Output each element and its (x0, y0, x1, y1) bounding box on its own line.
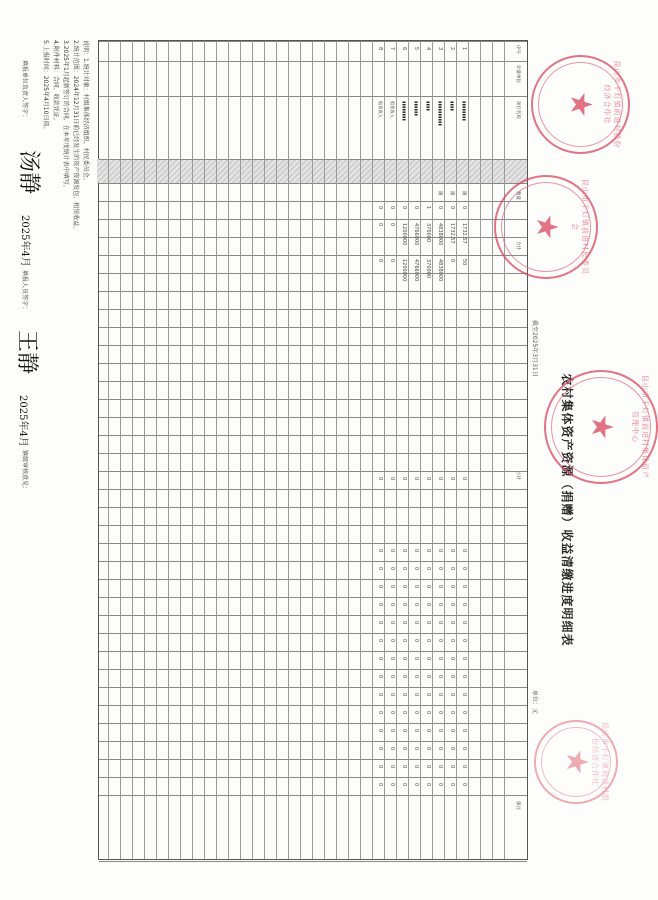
table-column-rule (99, 543, 527, 544)
row-cell-zero: 0 (401, 693, 407, 697)
row-cell-zero: 0 (449, 621, 455, 625)
row-cell-zero: 0 (389, 747, 395, 751)
row-cell-zero: 0 (449, 765, 455, 769)
row-seq: 5 (413, 47, 419, 51)
table-column-rule (99, 255, 527, 256)
table-column-rule (99, 61, 527, 62)
row-cell-zero: 0 (413, 549, 419, 553)
row-cell-zero: 0 (377, 549, 383, 553)
row-col4: 隆 (461, 191, 466, 196)
table-column-rule (99, 795, 527, 796)
row-cell-zero: 0 (401, 711, 407, 715)
row-cell-zero: 0 (461, 657, 467, 661)
row-cell-zero: 0 (377, 765, 383, 769)
row-col5: 0 (389, 206, 395, 210)
table-column-rule (99, 219, 527, 220)
note-line: 2.统计范围：2024年12月31日前已经发生的资产资源发包、租赁收益。 (72, 40, 79, 233)
row-cell-zero: 0 (389, 549, 395, 553)
note-line: 4.附件材料：合同、收款凭证。 (52, 40, 59, 124)
leader-sign-date: 2025年4月 (19, 215, 30, 267)
table-row-rule (216, 41, 217, 859)
row-cell-zero: 0 (413, 711, 419, 715)
row-cell-zero: 0 (413, 729, 419, 733)
row-cell-zero: 0 (425, 603, 431, 607)
table-row-rule (492, 41, 493, 859)
row-cell-zero: 0 (461, 603, 467, 607)
row-seq: 1 (461, 47, 467, 51)
row-total: 0 (449, 477, 455, 481)
table-column-rule (99, 273, 527, 274)
row-cell-zero: 0 (425, 675, 431, 679)
row-cell-zero: 0 (461, 711, 467, 715)
row-item-name: 租赁收入 (378, 101, 383, 119)
row-col6: 370000 (425, 223, 431, 243)
row-col5: 0 (413, 206, 419, 210)
row-total: 0 (413, 477, 419, 481)
leader-signature: 汤静 (16, 150, 41, 195)
row-seq: 3 (437, 47, 443, 51)
row-item-name: ▮▮▮▮▮▮ (414, 101, 419, 117)
row-cell-zero: 0 (425, 765, 431, 769)
row-cell-zero: 0 (401, 675, 407, 679)
table-row-rule (336, 41, 337, 859)
row-cell-zero: 0 (449, 567, 455, 571)
table-column-rule (99, 861, 527, 862)
row-cell-zero: 0 (389, 675, 395, 679)
row-cell-zero: 0 (377, 603, 383, 607)
row-total: 0 (461, 477, 467, 481)
row-cell-zero: 0 (449, 693, 455, 697)
row-cell-zero: 0 (413, 675, 419, 679)
row-item-name: ▮▮▮▮▮▮▮▮ (462, 101, 467, 122)
row-cell-zero: 0 (413, 765, 419, 769)
table-row-rule (300, 41, 301, 859)
header-seq: 序号 (515, 45, 520, 54)
table-row-rule (252, 41, 253, 859)
table-row-rule (384, 41, 385, 859)
table-row-rule (276, 41, 277, 859)
row-cell-zero: 0 (401, 783, 407, 787)
table-row-rule (132, 41, 133, 859)
row-seq: 2 (449, 47, 455, 51)
row-cell-zero: 0 (377, 783, 383, 787)
row-cell-zero: 0 (461, 765, 467, 769)
table-column-rule (99, 471, 527, 472)
row-cell-zero: 0 (413, 747, 419, 751)
row-cell-zero: 0 (377, 657, 383, 661)
row-cell-zero: 0 (389, 621, 395, 625)
row-cell-zero: 0 (425, 639, 431, 643)
row-cell-zero: 0 (389, 783, 395, 787)
row-col5: 0 (401, 206, 407, 210)
note-line: 5.上报时间：2025年4月10日前。 (42, 40, 49, 133)
table-column-rule (99, 687, 527, 688)
form-title: 农村集体资产资源（捐赠）收益清缴进度明细表 (560, 373, 574, 647)
table-row-rule (408, 41, 409, 859)
table-row-rule (360, 41, 361, 859)
row-cell-zero: 0 (461, 729, 467, 733)
table-column-rule (99, 669, 527, 670)
row-cell-zero: 0 (389, 711, 395, 715)
note-line: 3.2025年1月起新签订的合同，在本年度统计表中填写。 (62, 40, 69, 191)
reviewer-label: 镇级审核意见： (21, 450, 28, 493)
row-cell-zero: 0 (437, 783, 443, 787)
row-cell-zero: 0 (401, 549, 407, 553)
row-cell-zero: 0 (449, 549, 455, 553)
table-row-rule (504, 41, 505, 859)
table-row-rule (228, 41, 229, 859)
row-cell-zero: 0 (389, 693, 395, 697)
row-cell-zero: 0 (425, 693, 431, 697)
row-cell-zero: 0 (461, 549, 467, 553)
table-column-rule (99, 759, 527, 760)
row-cell-zero: 0 (425, 783, 431, 787)
row-cell-zero: 0 (389, 585, 395, 589)
row-seq: 4 (425, 47, 431, 51)
row-col6: 4766000 (413, 223, 419, 246)
row-cell-zero: 0 (389, 639, 395, 643)
row-col5: 0 (449, 206, 455, 210)
table-row-rule (420, 41, 421, 859)
row-cell-zero: 0 (377, 639, 383, 643)
table-column-rule (99, 633, 527, 634)
table-column-rule (99, 453, 527, 454)
row-item-name: ▮▮▮▮ (450, 101, 455, 112)
table-column-rule (99, 183, 527, 184)
table-column-rule (99, 615, 527, 616)
row-col7: 0 (389, 259, 395, 263)
filler-sign-label: 填报人员签字： (21, 270, 28, 313)
row-cell-zero: 0 (425, 657, 431, 661)
row-col4: 隆 (437, 191, 442, 196)
row-cell-zero: 0 (389, 765, 395, 769)
header-item: 项目名称 (515, 101, 520, 119)
table-column-rule (99, 561, 527, 562)
table-row-rule (372, 41, 373, 859)
filler-sign-date: 2025年4月 (17, 395, 28, 447)
row-seq: 8 (377, 47, 383, 51)
table-column-rule (99, 381, 527, 382)
row-col5: 0 (437, 206, 443, 210)
row-cell-zero: 0 (377, 747, 383, 751)
row-cell-zero: 0 (425, 549, 431, 553)
row-cell-zero: 0 (377, 585, 383, 589)
row-col7: 4838000 (437, 259, 443, 282)
row-col6: 1200000 (401, 223, 407, 246)
row-col7: 1200000 (401, 259, 407, 282)
table-column-rule (99, 41, 527, 42)
row-cell-zero: 0 (437, 639, 443, 643)
row-cell-zero: 0 (461, 783, 467, 787)
row-cell-zero: 0 (401, 765, 407, 769)
table-column-rule (99, 525, 527, 526)
table-row-rule (180, 41, 181, 859)
header-unit: 计量单位 (515, 65, 520, 83)
row-cell-zero: 0 (461, 693, 467, 697)
table-column-rule (99, 309, 527, 310)
leader-sign-label: 填报单位负责人签字： (21, 60, 28, 121)
row-cell-zero: 0 (461, 747, 467, 751)
row-cell-zero: 0 (389, 567, 395, 571)
official-seal: 昆山市千灯镇前进村民委员会 ★ (494, 175, 598, 279)
row-col7: 0 (377, 259, 383, 263)
row-col5: 0 (461, 206, 467, 210)
row-cell-zero: 0 (437, 729, 443, 733)
header-count: 数量 (515, 191, 520, 200)
row-cell-zero: 0 (401, 621, 407, 625)
row-cell-zero: 0 (413, 567, 419, 571)
table-column-rule (99, 327, 527, 328)
table-column-rule (99, 159, 527, 160)
row-col6: 0 (389, 223, 395, 227)
row-item-name: 租赁收入 (390, 101, 395, 119)
row-cell-zero: 0 (377, 675, 383, 679)
row-total: 0 (389, 477, 395, 481)
row-cell-zero: 0 (401, 747, 407, 751)
table-column-rule (99, 723, 527, 724)
table-row-rule (240, 41, 241, 859)
table-column-rule (99, 435, 527, 436)
row-col5: 0 (377, 206, 383, 210)
row-cell-zero: 0 (449, 639, 455, 643)
table-column-rule (99, 399, 527, 400)
row-cell-zero: 0 (437, 657, 443, 661)
row-cell-zero: 0 (413, 603, 419, 607)
row-cell-zero: 0 (425, 621, 431, 625)
row-cell-zero: 0 (401, 657, 407, 661)
notes-block (40, 40, 90, 860)
table-row-rule (444, 41, 445, 859)
row-cell-zero: 0 (437, 711, 443, 715)
row-cell-zero: 0 (425, 585, 431, 589)
note-line: 说明：1.统计对象：村级集体经济组织、村民委员会。 (82, 40, 89, 184)
row-cell-zero: 0 (437, 675, 443, 679)
row-cell-zero: 0 (449, 747, 455, 751)
table-row-rule (192, 41, 193, 859)
row-col5: 1 (425, 206, 431, 210)
row-cell-zero: 0 (401, 639, 407, 643)
unit-label: 单位：元 (531, 690, 538, 715)
row-cell-zero: 0 (437, 621, 443, 625)
row-cell-zero: 0 (449, 585, 455, 589)
row-cell-zero: 0 (425, 711, 431, 715)
table-row-rule (480, 41, 481, 859)
row-cell-zero: 0 (401, 729, 407, 733)
row-cell-zero: 0 (413, 783, 419, 787)
row-cell-zero: 0 (401, 603, 407, 607)
table-row-rule (264, 41, 265, 859)
table-column-rule (99, 705, 527, 706)
row-cell-zero: 0 (401, 585, 407, 589)
header-remark: 备注 (515, 801, 520, 810)
row-total: 0 (377, 477, 383, 481)
row-cell-zero: 0 (413, 621, 419, 625)
row-cell-zero: 0 (377, 621, 383, 625)
row-cell-zero: 0 (389, 729, 395, 733)
row-cell-zero: 0 (449, 675, 455, 679)
table-column-rule (99, 489, 527, 490)
row-cell-zero: 0 (449, 603, 455, 607)
table-column-rule (99, 291, 527, 292)
row-cell-zero: 0 (449, 729, 455, 733)
table-column-rule (99, 741, 527, 742)
row-col7: 370000 (425, 259, 431, 279)
row-col6: 1732.57 (449, 223, 455, 244)
table-row-rule (312, 41, 313, 859)
row-cell-zero: 0 (377, 711, 383, 715)
table-column-rule (99, 777, 527, 778)
row-cell-zero: 0 (449, 783, 455, 787)
row-cell-zero: 0 (413, 693, 419, 697)
row-cell-zero: 0 (425, 729, 431, 733)
table-column-rule (99, 651, 527, 652)
row-col6: 1732.57 (461, 223, 467, 244)
row-seq: 7 (389, 47, 395, 51)
table-row-rule (468, 41, 469, 859)
table-column-rule (99, 345, 527, 346)
table-row-rule (156, 41, 157, 859)
row-col7: 50 (461, 259, 467, 266)
row-cell-zero: 0 (437, 567, 443, 571)
row-cell-zero: 0 (461, 585, 467, 589)
table-column-rule (99, 417, 527, 418)
row-cell-zero: 0 (389, 603, 395, 607)
table-column-rule (99, 597, 527, 598)
row-cell-zero: 0 (461, 639, 467, 643)
table-row-rule (324, 41, 325, 859)
row-cell-zero: 0 (437, 585, 443, 589)
row-item-name: ▮▮▮▮▮▮▮▮ (402, 101, 407, 122)
row-cell-zero: 0 (377, 567, 383, 571)
row-cell-zero: 0 (437, 549, 443, 553)
row-cell-zero: 0 (413, 585, 419, 589)
table-column-rule (99, 96, 527, 97)
row-cell-zero: 0 (413, 657, 419, 661)
row-total: 0 (401, 477, 407, 481)
row-col7: 4766000 (413, 259, 419, 282)
official-seal: 昆山市千灯镇前进村股份经济合作社 ★ (534, 720, 618, 804)
row-cell-zero: 0 (461, 621, 467, 625)
row-cell-zero: 0 (377, 729, 383, 733)
table-row-rule (168, 41, 169, 859)
row-cell-zero: 0 (437, 693, 443, 697)
row-col6: 0 (377, 223, 383, 227)
table-row-rule (120, 41, 121, 859)
table-row-rule (288, 41, 289, 859)
row-cell-zero: 0 (437, 747, 443, 751)
table-row-rule (348, 41, 349, 859)
row-total: 0 (437, 477, 443, 481)
row-cell-zero: 0 (437, 765, 443, 769)
header-subtotal: 小计 (515, 471, 520, 480)
table-row-rule (204, 41, 205, 859)
row-cell-zero: 0 (461, 675, 467, 679)
row-cell-zero: 0 (449, 657, 455, 661)
table-column-rule (99, 363, 527, 364)
row-cell-zero: 0 (425, 747, 431, 751)
row-col4: 隆 (449, 191, 454, 196)
table-column-rule (99, 201, 527, 202)
table-row-rule (432, 41, 433, 859)
row-cell-zero: 0 (413, 639, 419, 643)
official-seal: 昆山市千灯镇前进村集体资产管理中心 ★ (544, 370, 658, 484)
table-row-rule (396, 41, 397, 859)
form-subtitle: 截至2025年3月31日 (531, 320, 538, 377)
filler-signature: 王静 (14, 330, 39, 375)
table-row-rule (144, 41, 145, 859)
row-item-name: ▮▮▮▮▮▮▮▮▮▮ (438, 101, 443, 127)
row-seq: 6 (401, 47, 407, 51)
table-column-rule (99, 579, 527, 580)
table-row-rule (108, 41, 109, 859)
table-column-rule (99, 507, 527, 508)
row-col6: 4838000 (437, 223, 443, 246)
table-row-rule (456, 41, 457, 859)
row-cell-zero: 0 (461, 567, 467, 571)
row-col7: 0 (449, 259, 455, 263)
row-item-name: ▮▮▮▮ (426, 101, 431, 112)
row-cell-zero: 0 (377, 693, 383, 697)
official-seal: 昆山市千灯镇前进村股份经济合作社 ★ (531, 55, 630, 154)
row-cell-zero: 0 (389, 657, 395, 661)
data-table (98, 40, 528, 860)
row-cell-zero: 0 (449, 711, 455, 715)
row-cell-zero: 0 (437, 603, 443, 607)
row-cell-zero: 0 (425, 567, 431, 571)
header-amount: 合计 (515, 241, 520, 250)
row-cell-zero: 0 (401, 567, 407, 571)
row-total: 0 (425, 477, 431, 481)
